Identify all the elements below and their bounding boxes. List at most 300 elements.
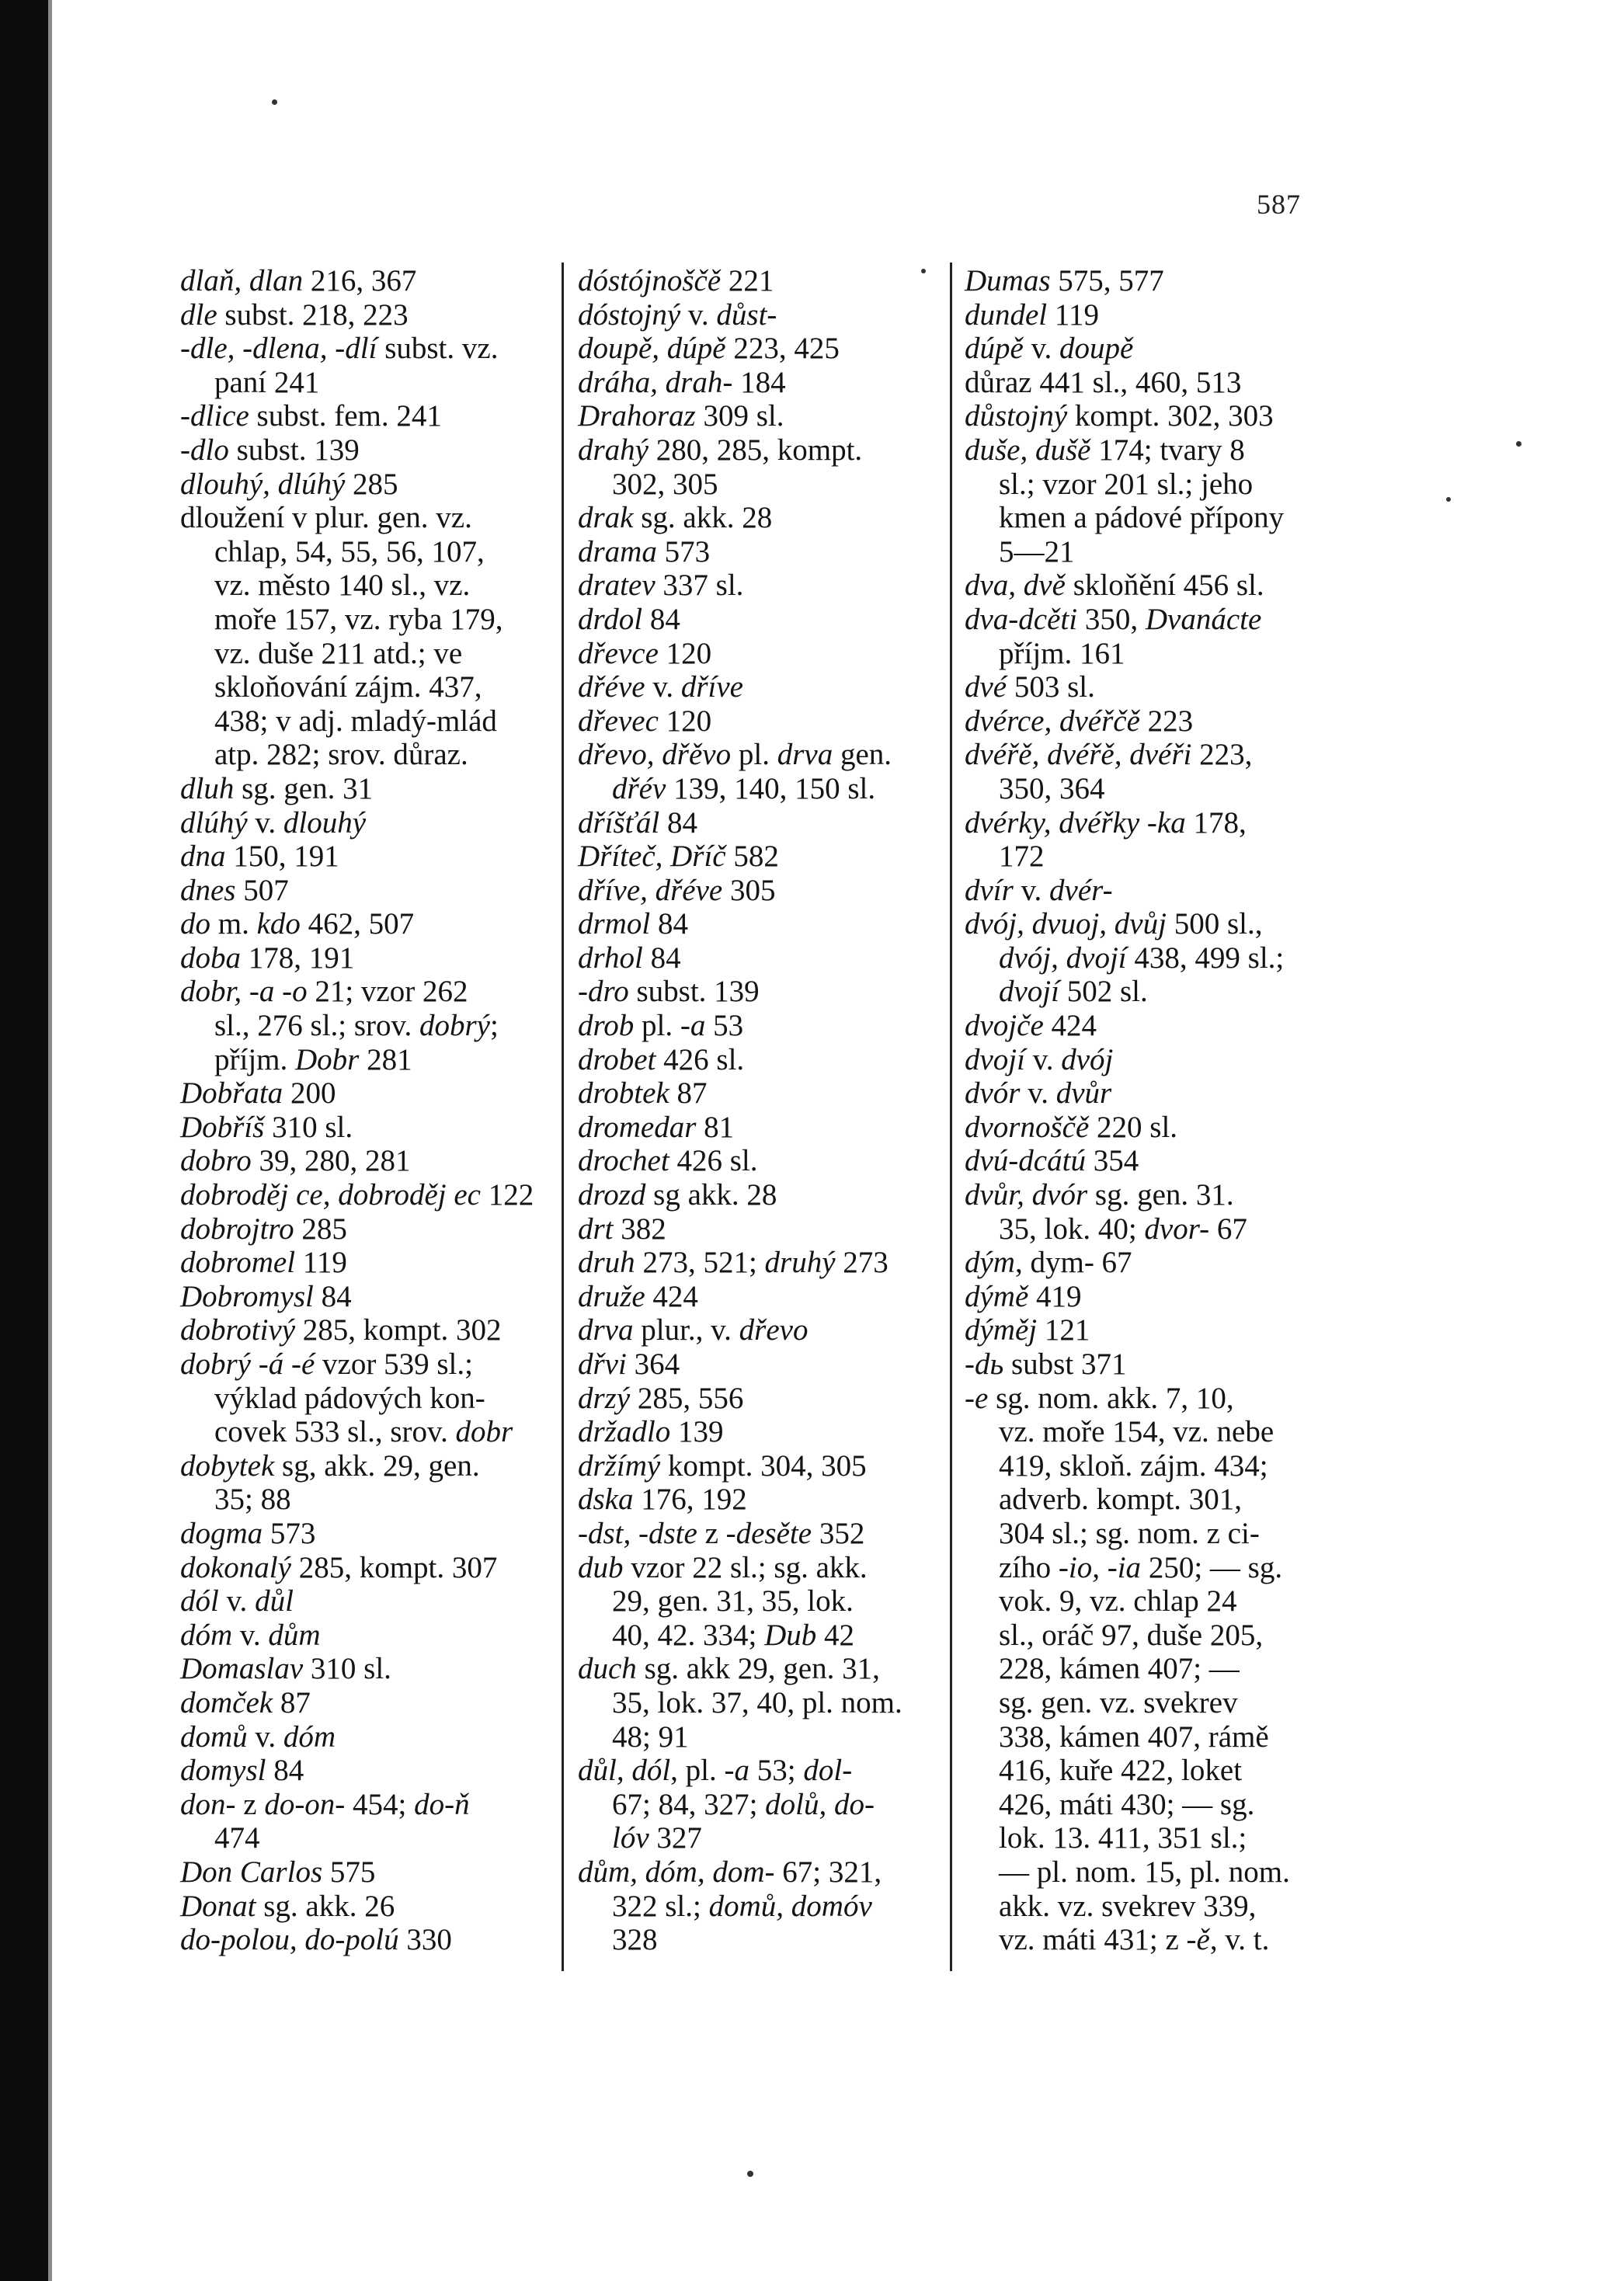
italic-headword: dóm	[283, 1719, 336, 1754]
entry-text: covek 533 sl., srov.	[214, 1415, 456, 1449]
index-entry-line	[180, 535, 553, 569]
index-entry-line	[965, 1144, 1345, 1178]
index-entry-line	[578, 332, 949, 366]
index-entry-line	[180, 1111, 553, 1145]
entry-text: v.	[1024, 1042, 1062, 1076]
index-entry-line	[578, 1923, 949, 1957]
index-entry-line	[180, 433, 553, 468]
index-entry-line	[180, 298, 553, 332]
index-entry-line	[578, 637, 949, 671]
entry-text: 122	[481, 1178, 534, 1212]
italic-headword: dýmě	[965, 1279, 1029, 1313]
index-entry-line	[965, 907, 1345, 941]
index-entry-line	[180, 1246, 553, 1280]
entry-text: 438; v adj. mladý-mlád	[214, 704, 497, 738]
entry-text: vok. 9, vz. chlap 24	[999, 1584, 1237, 1619]
entry-text: 48; 91	[612, 1719, 689, 1754]
entry-text: 309 sl.	[695, 399, 784, 433]
entry-text: 178, 191	[241, 941, 355, 975]
italic-headword: dolů, do-	[765, 1787, 875, 1821]
index-entry-line	[965, 840, 1345, 874]
index-entry-line	[578, 907, 949, 941]
entry-text: 338, kámen 407, rámě	[999, 1719, 1269, 1754]
italic-headword: doba	[180, 941, 241, 975]
italic-headword: Dvanácte	[1145, 602, 1262, 636]
index-entry-line	[578, 501, 949, 535]
entry-text: 575, 577	[1050, 264, 1164, 297]
index-entry-line	[180, 1449, 553, 1483]
entry-text: 81	[696, 1110, 735, 1144]
index-entry-line	[180, 670, 553, 704]
entry-text: zího	[999, 1550, 1059, 1584]
entry-text: 172	[999, 840, 1045, 874]
index-entry-line	[965, 535, 1345, 569]
index-entry-line	[965, 1449, 1345, 1483]
entry-text: vzor 22 sl.; sg. akk.	[623, 1550, 868, 1584]
italic-headword: dluh	[180, 771, 235, 805]
italic-headword: dnes	[180, 873, 236, 907]
index-entry-line	[578, 874, 949, 908]
entry-text: 328	[612, 1923, 658, 1957]
italic-headword: kdo	[256, 907, 301, 941]
index-entry-line	[578, 1821, 949, 1855]
italic-headword: dub	[578, 1550, 624, 1584]
italic-headword: dobr	[455, 1415, 513, 1449]
italic-headword: dóstójnoščě	[578, 264, 722, 297]
index-entry-line	[578, 1382, 949, 1416]
italic-headword: dvój	[1061, 1042, 1114, 1076]
index-entry-line	[180, 637, 553, 671]
entry-text: 84	[659, 805, 697, 840]
entry-text: 87	[669, 1076, 708, 1111]
entry-text: akk. vz. svekrev 339,	[999, 1889, 1257, 1923]
entry-text: z	[235, 1787, 265, 1821]
italic-headword: lóv	[612, 1821, 649, 1855]
index-entry-line	[578, 1855, 949, 1890]
italic-headword: dska	[578, 1483, 634, 1517]
index-entry-line	[578, 806, 949, 840]
italic-headword: dobr, -a -o	[180, 975, 308, 1009]
index-entry-line	[578, 840, 949, 874]
entry-text: 382	[613, 1212, 666, 1246]
italic-headword: dům	[268, 1618, 321, 1652]
index-entry-line	[578, 1347, 949, 1382]
entry-text: 120	[658, 636, 712, 670]
index-entry-line	[180, 1619, 553, 1653]
entry-text: 285, kompt. 307	[290, 1550, 498, 1584]
index-entry-line	[578, 468, 949, 502]
entry-text: sg. nom. akk. 7, 10,	[988, 1381, 1234, 1415]
entry-text: 438, 499 sl.;	[1126, 941, 1285, 975]
entry-text: chlap, 54, 55, 56, 107,	[214, 534, 485, 569]
italic-headword: dlaň, dlan	[180, 264, 304, 297]
italic-headword: do-ň	[414, 1787, 470, 1821]
entry-text: sg. akk. 26	[256, 1889, 395, 1923]
italic-headword: Dříteč, Dříč	[578, 840, 726, 874]
italic-headword: dřevce	[578, 636, 659, 670]
italic-headword: Dobr	[295, 1042, 360, 1076]
index-entry-line	[180, 1009, 553, 1043]
italic-headword: dúpě	[965, 332, 1024, 366]
index-entry-line	[965, 1720, 1345, 1754]
entry-text: 223,	[1191, 738, 1253, 772]
index-entry-line	[578, 1619, 949, 1653]
index-entry-line	[965, 1043, 1345, 1077]
italic-headword: dva-dcěti	[965, 602, 1078, 636]
entry-text: 273	[835, 1246, 889, 1280]
index-entry-line	[578, 670, 949, 704]
entry-text: 582	[725, 840, 779, 874]
italic-headword: Donat	[180, 1889, 256, 1923]
index-entry-line	[180, 1855, 553, 1890]
italic-headword: dlouhý, dlúhý	[180, 467, 346, 501]
italic-headword: dóm	[180, 1618, 233, 1652]
index-entry-line	[180, 806, 553, 840]
italic-headword: dříšťál	[578, 805, 660, 840]
index-entry-line	[180, 603, 553, 637]
index-entry-line	[965, 1076, 1345, 1111]
entry-text: 29, gen. 31, 35, lok.	[612, 1584, 854, 1619]
entry-text: 416, kuře 422, loket	[999, 1754, 1243, 1788]
page-speck	[1516, 441, 1521, 447]
index-entry-line	[578, 1313, 949, 1347]
italic-headword: dobrotivý	[180, 1313, 296, 1347]
entry-text: , pl.	[670, 1754, 725, 1788]
italic-headword: -dь	[965, 1347, 1004, 1381]
italic-headword: dundel	[965, 297, 1048, 332]
index-entry-line	[965, 1212, 1345, 1247]
index-entry-line	[965, 1178, 1345, 1212]
index-entry-line	[180, 1415, 553, 1449]
entry-text: skloňění 456 sl.	[1065, 569, 1264, 603]
index-entry-line	[965, 1788, 1345, 1822]
index-entry-line	[965, 1584, 1345, 1619]
index-entry-line	[578, 535, 949, 569]
entry-text: 87	[273, 1685, 311, 1719]
index-entry-line	[578, 1280, 949, 1314]
italic-headword: -dle, -dlena, -dlí	[180, 332, 377, 366]
entry-text: 121	[1037, 1313, 1090, 1347]
entry-text: sg. gen. vz. svekrev	[999, 1685, 1238, 1719]
index-entry-line	[578, 1144, 949, 1178]
entry-text: 40, 42. 334;	[612, 1618, 765, 1652]
italic-headword: do-on-	[264, 1787, 346, 1821]
entry-text: , dym- 67	[1014, 1246, 1132, 1280]
index-entry-line	[965, 569, 1345, 603]
entry-text: 120	[658, 704, 712, 738]
entry-text: v.	[218, 1584, 256, 1619]
italic-headword: dvůr	[1055, 1076, 1112, 1111]
entry-text: 35; 88	[214, 1483, 291, 1517]
entry-text: 419, skloň. zájm. 434;	[999, 1448, 1268, 1483]
italic-headword: do	[180, 907, 210, 941]
entry-text: vz. máti 431; z	[999, 1923, 1187, 1957]
index-entry-line	[578, 1212, 949, 1247]
index-entry-line	[180, 704, 553, 739]
index-entry-line	[965, 1652, 1345, 1686]
index-entry-line	[180, 1280, 553, 1314]
index-entry-line	[965, 1111, 1345, 1145]
index-entry-line	[578, 1076, 949, 1111]
index-entry-line	[180, 366, 553, 400]
entry-text: atp. 282; srov. důraz.	[214, 738, 468, 772]
italic-headword: dřevo, dřěvo	[578, 738, 732, 772]
index-entry-line	[578, 975, 949, 1009]
italic-headword: -dst, -dste	[578, 1516, 697, 1550]
entry-text: 500 sl.,	[1166, 907, 1263, 941]
italic-headword: dříve	[680, 670, 743, 704]
italic-headword: dva, dvě	[965, 569, 1066, 603]
italic-headword: dvojče	[965, 1009, 1044, 1043]
italic-headword: dvéřě, dvéřě, dvéři	[965, 738, 1192, 772]
italic-headword: důl	[255, 1584, 294, 1619]
index-entry-line	[578, 704, 949, 739]
italic-headword: dlúhý	[180, 805, 248, 840]
entry-text: 35, lok. 40;	[999, 1212, 1145, 1246]
index-entry-line	[965, 332, 1345, 366]
italic-headword: doupě, dúpě	[578, 332, 726, 366]
entry-text: subst. vz.	[377, 332, 499, 366]
entry-text: vzor 539 sl.;	[315, 1347, 473, 1381]
entry-text: 84	[642, 941, 681, 975]
entry-text: 221	[721, 264, 774, 297]
entry-text: 53	[705, 1009, 744, 1043]
index-entry-line	[578, 1483, 949, 1517]
entry-text: 285	[294, 1212, 347, 1246]
index-entry-line	[180, 468, 553, 502]
index-entry-line	[965, 738, 1345, 772]
entry-text: 273, 521;	[635, 1246, 765, 1280]
entry-text: z	[697, 1516, 726, 1550]
italic-headword: drak	[578, 501, 634, 535]
entry-text: 216, 367	[303, 264, 417, 297]
page-speck	[1446, 497, 1451, 502]
italic-headword: dvój, dvojí	[999, 941, 1127, 975]
index-entry-line	[578, 366, 949, 400]
entry-text: 302, 305	[612, 467, 718, 501]
entry-text: sl., oráč 97, duše 205,	[999, 1618, 1264, 1652]
entry-text: 119	[1047, 297, 1099, 332]
entry-text: 53;	[749, 1754, 804, 1788]
column-rule-2	[950, 263, 952, 1971]
italic-headword: důl, dól	[578, 1754, 671, 1788]
index-entry-line	[180, 332, 553, 366]
entry-text: v.	[1013, 873, 1050, 907]
entry-text: 119	[295, 1246, 347, 1280]
index-entry-line	[965, 1890, 1345, 1924]
italic-headword: druže	[578, 1279, 645, 1313]
index-entry-line	[965, 1280, 1345, 1314]
index-entry-line	[578, 1890, 949, 1924]
italic-headword: domček	[180, 1685, 273, 1719]
entry-text: v.	[1023, 332, 1060, 366]
index-entry-line	[965, 433, 1345, 468]
index-entry-line	[578, 1111, 949, 1145]
italic-headword: dobrý	[419, 1009, 490, 1043]
index-entry-line	[180, 1517, 553, 1551]
entry-text: ;	[490, 1009, 499, 1043]
scan-left-border	[0, 0, 48, 2281]
index-entry-line	[578, 264, 949, 298]
index-entry-line	[180, 941, 553, 975]
index-entry-line	[965, 1415, 1345, 1449]
italic-headword: dvír	[965, 873, 1014, 907]
entry-text: v.	[247, 805, 283, 840]
italic-headword: -a	[724, 1754, 750, 1788]
entry-text: kompt. 304, 305	[660, 1448, 867, 1483]
italic-headword: drozd	[578, 1178, 646, 1212]
index-entry-line	[578, 941, 949, 975]
index-entry-line	[180, 738, 553, 772]
italic-headword: drochet	[578, 1144, 669, 1178]
italic-headword: -a	[680, 1009, 706, 1043]
italic-headword: drva	[777, 738, 833, 772]
entry-text: sg. gen. 31	[234, 771, 374, 805]
italic-headword: Dub	[764, 1618, 817, 1652]
index-entry-line	[578, 603, 949, 637]
scan-left-border-edge	[48, 0, 52, 2281]
italic-headword: drmol	[578, 907, 651, 941]
italic-headword: dna	[180, 840, 226, 874]
italic-headword: dlouhý	[283, 805, 367, 840]
entry-text: 419	[1028, 1279, 1082, 1313]
entry-text: 84	[266, 1754, 304, 1788]
index-entry-line	[578, 1517, 949, 1551]
index-entry-line	[180, 1686, 553, 1720]
entry-text: 304 sl.; sg. nom. z ci-	[999, 1516, 1260, 1550]
italic-headword: dvojí	[999, 975, 1059, 1009]
entry-text: 223	[1139, 704, 1194, 738]
index-entry-line	[578, 1415, 949, 1449]
italic-headword: drhol	[578, 941, 643, 975]
italic-headword: drzý	[578, 1381, 631, 1415]
entry-text: sg. gen. 31.	[1087, 1178, 1234, 1212]
italic-headword: Domaslav	[180, 1652, 304, 1686]
index-entry-line	[965, 1855, 1345, 1890]
entry-text: 84	[642, 602, 680, 636]
entry-text: 424	[1043, 1009, 1097, 1043]
entry-text: 67; 84, 327;	[612, 1787, 766, 1821]
index-entry-line	[965, 1754, 1345, 1788]
page-speck	[747, 2171, 753, 2177]
italic-headword: drahý	[578, 433, 649, 467]
index-entry-line	[965, 1923, 1345, 1957]
entry-text: subst. 139	[628, 975, 760, 1009]
index-entry-line	[965, 603, 1345, 637]
entry-text: 507	[235, 873, 289, 907]
entry-text: 42	[816, 1618, 855, 1652]
entry-text: 39, 280, 281	[251, 1144, 411, 1178]
italic-headword: dle	[180, 297, 217, 332]
index-entry-line	[965, 670, 1345, 704]
entry-text: 285, 556	[630, 1381, 744, 1415]
index-entry-line	[578, 1754, 949, 1788]
italic-headword: dobromel	[180, 1246, 296, 1280]
entry-text: 310 sl.	[303, 1652, 391, 1686]
entry-text: 139, 140, 150 sl.	[666, 771, 876, 805]
index-entry-line	[965, 399, 1345, 433]
italic-headword: dvor-	[1144, 1212, 1210, 1246]
entry-text: m.	[210, 907, 257, 941]
entry-text: sg akk. 28	[645, 1178, 777, 1212]
italic-headword: domů	[180, 1719, 248, 1754]
italic-headword: doupě	[1059, 332, 1134, 366]
italic-headword: drva	[578, 1313, 634, 1347]
italic-headword: drob	[578, 1009, 635, 1043]
italic-headword: domů, domóv	[708, 1889, 872, 1923]
italic-headword: dól	[180, 1584, 219, 1619]
index-entry-line	[965, 264, 1345, 298]
entry-text: 174; tvary 8	[1090, 433, 1245, 467]
italic-headword: -io, -ia	[1058, 1550, 1142, 1584]
entry-text: 178,	[1185, 805, 1247, 840]
index-entry-line	[180, 1043, 553, 1077]
entry-text: 67	[1209, 1212, 1247, 1246]
entry-text: 426 sl.	[656, 1042, 745, 1076]
entry-text: vz. město 140 sl., vz.	[214, 569, 471, 603]
index-entry-line	[965, 366, 1345, 400]
index-column-2	[578, 264, 949, 1957]
index-column-3	[965, 264, 1345, 1957]
italic-headword: dobroděj ce, dobroděj ec	[180, 1178, 481, 1212]
italic-headword: dvérce, dvéřčě	[965, 704, 1140, 738]
italic-headword: drt	[578, 1212, 614, 1246]
entry-text: plur., v.	[633, 1313, 739, 1347]
index-entry-line	[578, 1178, 949, 1212]
index-column-1	[180, 264, 553, 1957]
entry-text: 502 sl.	[1059, 975, 1148, 1009]
entry-text: výklad pádových kon-	[214, 1381, 485, 1415]
index-entry-line	[180, 1483, 553, 1517]
italic-headword: dol-	[803, 1754, 853, 1788]
entry-text: subst 371	[1003, 1347, 1127, 1381]
index-entry-line	[578, 1584, 949, 1619]
index-entry-line	[965, 772, 1345, 806]
index-entry-line	[578, 298, 949, 332]
italic-headword: dokonalý	[180, 1550, 291, 1584]
italic-headword: -desěte	[725, 1516, 812, 1550]
entry-text: důraz 441 sl., 460, 513	[965, 365, 1242, 399]
italic-headword: dřevec	[578, 704, 659, 738]
entry-text: v.	[645, 670, 681, 704]
index-entry-line	[965, 501, 1345, 535]
entry-text: 220 sl.	[1089, 1110, 1178, 1144]
index-entry-line	[180, 1212, 553, 1247]
italic-headword: Don Carlos	[180, 1855, 323, 1889]
entry-text: 200	[283, 1076, 336, 1111]
column-rule-1	[562, 263, 564, 1971]
index-entry-line	[180, 907, 553, 941]
index-entry-line	[965, 1686, 1345, 1720]
page-speck	[272, 99, 277, 105]
italic-headword: Dobříš	[180, 1110, 265, 1144]
index-entry-line	[578, 1009, 949, 1043]
index-entry-line	[180, 569, 553, 603]
italic-headword: držímý	[578, 1448, 661, 1483]
entry-text: 354	[1085, 1144, 1139, 1178]
entry-text: 150, 191	[225, 840, 339, 874]
entry-text: 426, máti 430; — sg.	[999, 1787, 1255, 1821]
index-entry-line	[965, 1347, 1345, 1382]
italic-headword: dobrojtro	[180, 1212, 294, 1246]
index-entry-line	[180, 874, 553, 908]
italic-headword: dvornoščě	[965, 1110, 1090, 1144]
italic-headword: Dumas	[965, 264, 1051, 297]
italic-headword: dříve, dřéve	[578, 873, 723, 907]
italic-headword: -ě	[1186, 1923, 1210, 1957]
index-entry-line	[578, 738, 949, 772]
entry-text: 462, 507	[300, 907, 415, 941]
